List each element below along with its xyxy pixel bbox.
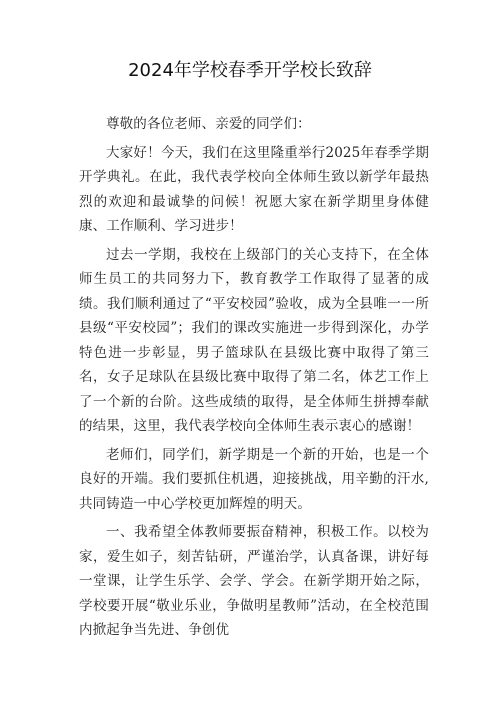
document-title: 2024年学校春季开学校长致辞 bbox=[128, 60, 372, 81]
document-body bbox=[79, 112, 429, 643]
paragraph-teacher-expectations: 一、我希望全体教师要振奋精神，积极工作。以校为家，爱生如子，刻苦钻研，严谨治学，认真备课，讲好每一堂课，让学生乐学、会学、学会。在新学期开始之际，学校要开展“敬业乐业，争做明星教师”活动，在全校范围内掀起争当先进、争创优 bbox=[79, 524, 429, 638]
paragraph-new-semester: 老师们，同学们，新学期是一个新的开始，也是一个良好的开端。我们要抓住机遇，迎接挑战，用辛勤的汗水,共同铸造一中心学校更加辉煌的明天。 bbox=[79, 446, 429, 512]
salutation: 尊敬的各位老师、亲爱的同学们： bbox=[106, 116, 311, 132]
paragraph-achievements: 过去一学期，我校在上级部门的关心支持下，在全体师生员工的共同努力下，教育教学工作取得了显著的成绩。我们顺利通过了“平安校园”验收，成为全县唯一一所县级“平安校园”；我们的课改实施进一步得到深化，办学特色进一步彰显，男子篮球队在县级比赛中取得了第三名，女子足球队在县级比赛中取得了第二名，体艺工作上了一个新的台阶。这些成绩的取得，是全体师生拼搏奉献的结果，这里，我代表学校向全体师生表示衷心的感谢！ bbox=[79, 246, 429, 434]
paragraph-greeting: 大家好！今天，我们在这里隆重举行2025年春季学期开学典礼。在此，我代表学校向全体师生致以新学年最热烈的欢迎和最诚挚的问候！祝愿大家在新学期里身体健康、工作顺利、学习进步！ bbox=[79, 144, 429, 234]
